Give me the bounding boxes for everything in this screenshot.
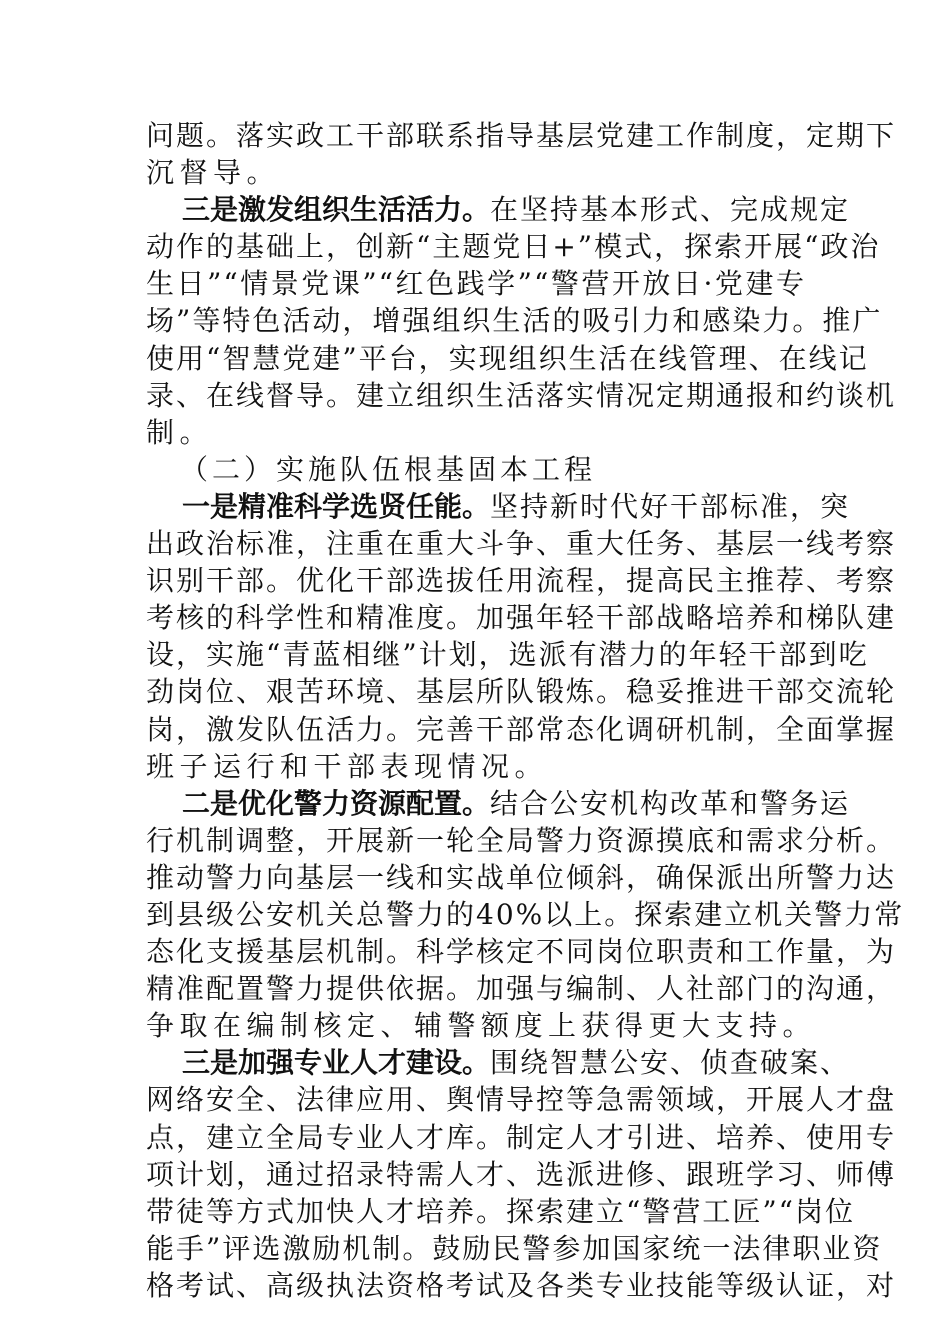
text-line: 点，建立全局专业人才库。制定人才引进、培养、使用专 xyxy=(146,1120,897,1154)
text-line: 行机制调整，开展新一轮全局警力资源摸底和需求分析。 xyxy=(146,823,897,857)
text-line: 推动警力向基层一线和实战单位倾斜，确保派出所警力达 xyxy=(146,860,897,894)
text-line: 识别干部。优化干部选拔任用流程，提高民主推荐、考察 xyxy=(146,564,897,598)
text-line: 带徒等方式加快人才培养。探索建立“警营工匠”“岗位 xyxy=(146,1194,855,1228)
paragraph xyxy=(146,117,897,191)
text-run: 围绕智慧公安、侦查破案、 xyxy=(490,1046,851,1080)
text-line: 班子运行和干部表现情况。 xyxy=(146,749,549,783)
paragraph xyxy=(146,1044,897,1304)
text-line xyxy=(146,785,851,822)
text-line: 出政治标准，注重在重大斗争、重大任务、基层一线考察 xyxy=(146,527,897,561)
paragraph-lead: 一是精准科学选贤任能。 xyxy=(182,489,491,523)
text-line xyxy=(146,191,851,228)
text-line: 动作的基础上，创新“主题党日+”模式，探索开展“政治 xyxy=(146,230,881,264)
text-line: 考核的科学性和精准度。加强年轻干部战略培养和梯队建 xyxy=(146,601,897,635)
text-line: 场”等特色活动，增强组织生活的吸引力和感染力。推广 xyxy=(146,304,883,338)
text-line: 制。 xyxy=(146,415,214,449)
text-line xyxy=(146,1044,851,1081)
text-run: 在坚持基本形式、完成规定 xyxy=(490,193,851,227)
text-line: 问题。落实政工干部联系指导基层党建工作制度，定期下 xyxy=(146,119,897,152)
text-line: 到县级公安机关总警力的40%以上。探索建立机关警力常 xyxy=(146,897,905,931)
paragraph xyxy=(146,191,897,451)
text-run: 坚持新时代好干部标准，突 xyxy=(490,489,851,523)
text-line: 使用“智慧党建”平台，实现组织生活在线管理、在线记 xyxy=(146,341,869,375)
paragraph xyxy=(146,488,897,785)
text-line: 劲岗位、艰苦环境、基层所队锻炼。稳妥推进干部交流轮 xyxy=(146,675,897,709)
text-line: 录、在线督导。建立组织生活落实情况定期通报和约谈机 xyxy=(146,378,897,412)
paragraph-lead: 三是加强专业人才建设。 xyxy=(182,1046,491,1080)
text-line: 能手”评选激励机制。鼓励民警参加国家统一法律职业资 xyxy=(146,1231,883,1265)
text-run: 结合公安机构改革和警务运 xyxy=(490,786,851,820)
paragraph-lead: 三是激发组织生活活力。 xyxy=(182,193,491,227)
text-line: 项计划，通过招录特需人才、选派进修、跟班学习、师傅 xyxy=(146,1157,897,1191)
text-line: 沉督导。 xyxy=(146,156,281,190)
text-line: 态化支援基层机制。科学核定不同岗位职责和工作量，为 xyxy=(146,935,897,969)
text-line: 格考试、高级执法资格考试及各类专业技能等级认证，对 xyxy=(146,1268,897,1302)
text-line: 设，实施“青蓝相继”计划，选派有潜力的年轻干部到吃 xyxy=(146,638,869,672)
text-line: 网络安全、法律应用、舆情导控等急需领域，开展人才盘 xyxy=(146,1083,897,1117)
paragraph xyxy=(146,785,905,1045)
text-line: 生日”“情景党课”“红色践学”“警营开放日·党建专 xyxy=(146,267,806,301)
text-line xyxy=(146,488,851,525)
text-line: 精准配置警力提供依据。加强与编制、人社部门的沟通， xyxy=(146,972,897,1006)
paragraph-lead: 二是优化警力资源配置。 xyxy=(182,786,491,820)
text-line: 岗，激发队伍活力。完善干部常态化调研机制，全面掌握 xyxy=(146,712,897,746)
section-heading: （二）实施队伍根基固本工程 xyxy=(180,452,597,486)
text-line: 争取在编制核定、辅警额度上获得更大支持。 xyxy=(146,1009,817,1043)
document-page xyxy=(146,117,905,1304)
